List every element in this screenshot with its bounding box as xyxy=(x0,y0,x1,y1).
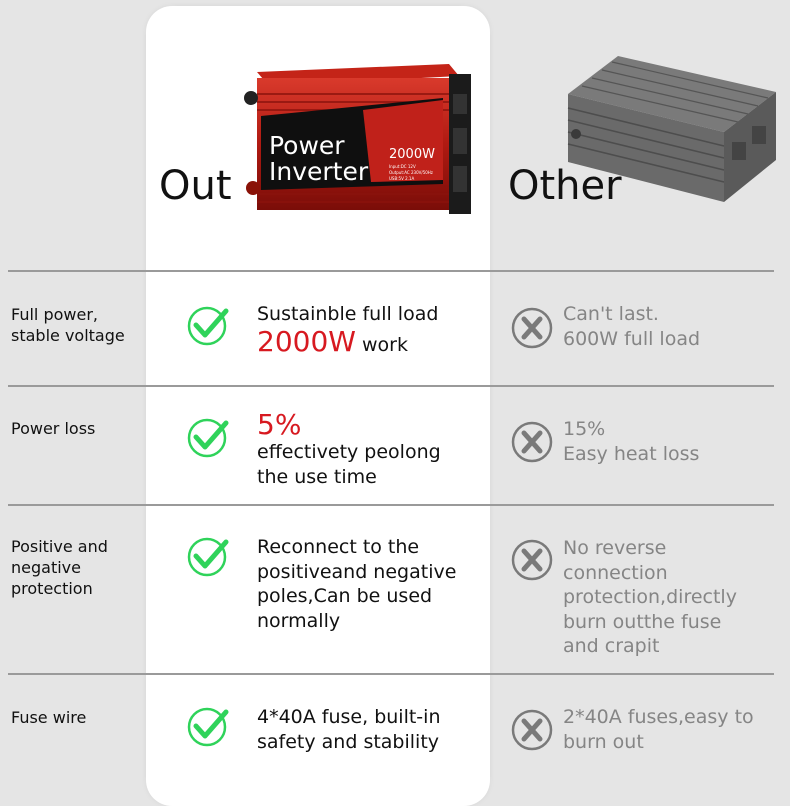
row-out-power-loss: 5% effectivety peolong the use time xyxy=(257,408,441,488)
row-label-power-loss: Power loss xyxy=(11,419,96,438)
row-other-fuse-wire: 2*40A fuses,easy to burn out xyxy=(563,706,754,753)
row-other-protection: No reverse connection protection,directly burn outthe fuse and crapit xyxy=(563,537,737,657)
inverter-title-line2: Inverter xyxy=(269,157,369,186)
divider-2 xyxy=(8,385,774,387)
row-label-fuse-wire: Fuse wire xyxy=(11,708,87,727)
inverter-spec-1: Input:DC 12V xyxy=(389,164,416,169)
x-circle-icon xyxy=(510,538,554,582)
row-out-protection: Reconnect to the positiveand negative poles,Can be used normally xyxy=(257,536,457,632)
highlight-2000w: 2000W xyxy=(257,324,356,358)
check-circle-icon xyxy=(186,417,230,461)
x-circle-icon xyxy=(510,708,554,752)
divider-1 xyxy=(8,270,774,272)
x-circle-icon xyxy=(510,306,554,350)
divider-3 xyxy=(8,504,774,506)
divider-4 xyxy=(8,673,774,675)
inverter-spec-2: Output:AC 230V/50Hz xyxy=(389,170,433,175)
row-other-power-loss: 15% Easy heat loss xyxy=(563,418,700,465)
x-circle-icon xyxy=(510,420,554,464)
row-out-fuse-wire: 4*40A fuse, built-in safety and stability xyxy=(257,706,441,753)
header-out: Out xyxy=(159,163,232,209)
header-other: Other xyxy=(508,163,622,209)
check-circle-icon xyxy=(186,706,230,750)
row-other-full-power: Can't last. 600W full load xyxy=(563,303,701,350)
our-inverter-image xyxy=(243,58,475,218)
check-circle-icon xyxy=(186,536,230,580)
highlight-5-percent: 5% xyxy=(257,408,302,441)
row-label-protection: Positive and negative protection xyxy=(11,537,108,598)
inverter-wattage: 2000W xyxy=(389,147,435,162)
row-out-full-power: Sustainble full load 2000W work xyxy=(257,303,439,358)
row-label-full-power: Full power, stable voltage xyxy=(11,305,125,345)
check-circle-icon xyxy=(186,305,230,349)
inverter-spec-3: USB:5V 2.1A xyxy=(389,176,415,181)
inverter-title-line1: Power xyxy=(269,131,345,160)
